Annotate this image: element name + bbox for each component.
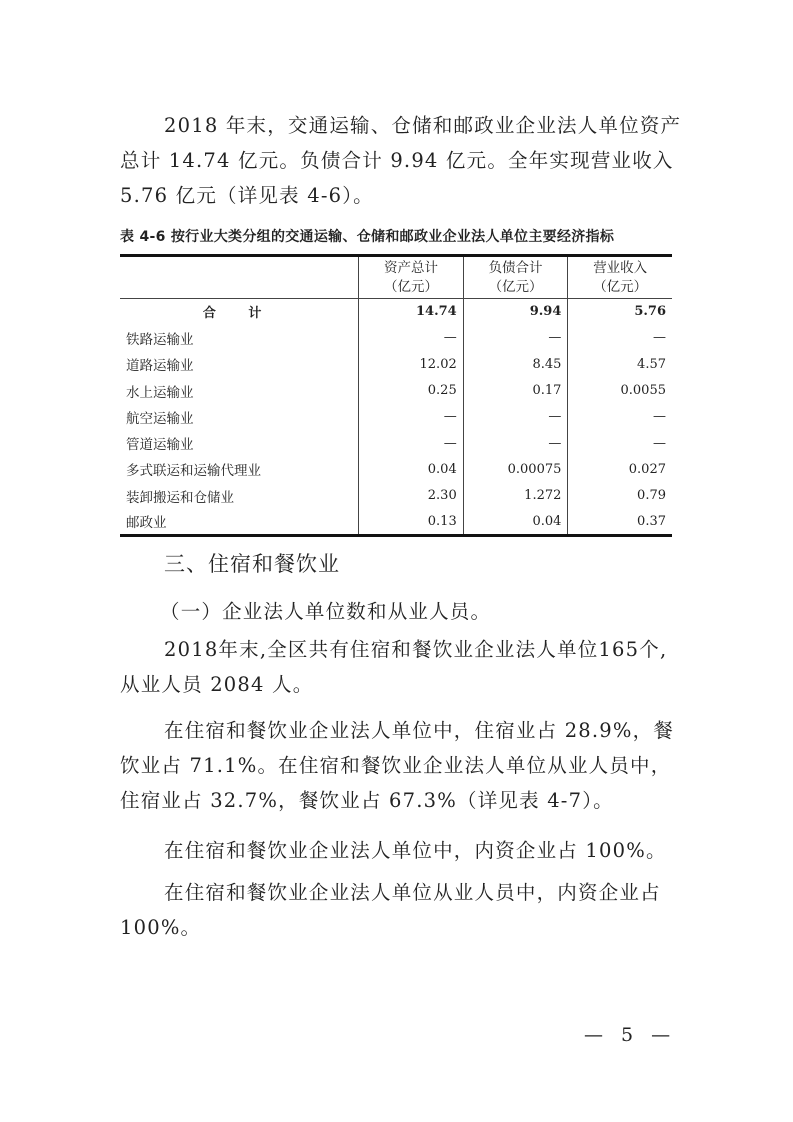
table-row [120,509,672,535]
row-revenue: 0.37 [568,509,672,535]
row-revenue: 4.57 [568,351,672,377]
total-label: 合 计 [202,306,276,322]
table-row [120,325,672,351]
row-revenue: — [568,325,672,351]
row-revenue: — [568,430,672,456]
row-revenue: — [568,404,672,430]
table-total-row [120,299,672,325]
paragraph-shares [120,713,676,818]
total-assets: 14.74 [359,299,464,325]
row-label: 装卸搬运和仓储业 [126,489,234,506]
page-number: — 5 — [584,1024,677,1046]
paragraph-units [120,632,676,702]
paragraph-line: 从业人员 2084 人。 [120,673,314,696]
paragraph-line: 2018年末,全区共有住宿和餐饮业企业法人单位165个, [164,638,668,661]
row-assets: — [359,404,464,430]
row-label: 航空运输业 [126,410,194,427]
row-label: 多式联运和运输代理业 [126,463,261,480]
subsection-heading-block [120,594,676,629]
table-row [120,351,672,377]
table-row [120,430,672,456]
row-assets: 0.04 [359,456,464,482]
paragraph-line: 在住宿和餐饮业企业法人单位中，内资企业占 100%。 [164,839,667,862]
row-label: 水上运输业 [126,384,194,401]
paragraph-line: 在住宿和餐饮业企业法人单位从业人员中，内资企业占 [164,881,661,904]
row-liabilities: — [463,325,568,351]
paragraph-line: 100%。 [120,916,202,939]
table-row [120,483,672,509]
row-assets: 12.02 [359,351,464,377]
intro-line: 5.76 亿元（详见表 4-6）。 [120,184,374,207]
intro-line: 总计 14.74 亿元。负债合计 9.94 亿元。全年实现营业收入 [120,149,674,172]
row-label: 道路运输业 [126,358,194,375]
header-total-assets: 资产总计 （亿元） [359,256,464,299]
row-liabilities: 8.45 [463,351,568,377]
row-assets: — [359,325,464,351]
header-revenue: 营业收入 （亿元） [568,256,672,299]
intro-paragraph [120,108,682,213]
row-revenue: 0.79 [568,483,672,509]
total-liabilities: 9.94 [463,299,568,325]
row-liabilities: 0.00075 [463,456,568,482]
row-label: 管道运输业 [126,437,194,454]
row-liabilities: 0.04 [463,509,568,535]
header-total-liabilities: 负债合计 （亿元） [463,256,568,299]
paragraph-line: 饮业占 71.1%。在住宿和餐饮业企业法人单位从业人员中， [120,754,672,777]
row-assets: 2.30 [359,483,464,509]
row-liabilities: 0.17 [463,377,568,403]
row-revenue: 0.027 [568,456,672,482]
table-header-row [120,256,672,299]
row-liabilities: 1.272 [463,483,568,509]
row-liabilities: — [463,430,568,456]
paragraph-domestic-units [120,833,676,868]
intro-line: 2018 年末，交通运输、仓储和邮政业企业法人单位资产 [164,114,682,137]
paragraph-line: 住宿业占 32.7%，餐饮业占 67.3%（详见表 4-7）。 [120,789,614,812]
row-assets: — [359,430,464,456]
economic-indicators-table [120,254,672,537]
row-assets: 0.25 [359,377,464,403]
table-row [120,377,672,403]
paragraph-domestic-employees [120,875,676,945]
row-assets: 0.13 [359,509,464,535]
table-row [120,404,672,430]
section-heading: 三、住宿和餐饮业 [164,552,340,576]
row-label: 铁路运输业 [126,331,194,348]
row-label: 邮政业 [120,509,359,535]
header-industry [120,256,359,299]
table-caption: 表 4-6 按行业大类分组的交通运输、仓储和邮政业企业法人单位主要经济指标 [120,229,615,245]
table-row [120,456,672,482]
subsection-heading: （一）企业法人单位数和从业人员。 [160,600,492,623]
paragraph-line: 在住宿和餐饮业企业法人单位中，住宿业占 28.9%，餐 [164,719,675,742]
row-revenue: 0.0055 [568,377,672,403]
total-revenue: 5.76 [568,299,672,325]
row-liabilities: — [463,404,568,430]
